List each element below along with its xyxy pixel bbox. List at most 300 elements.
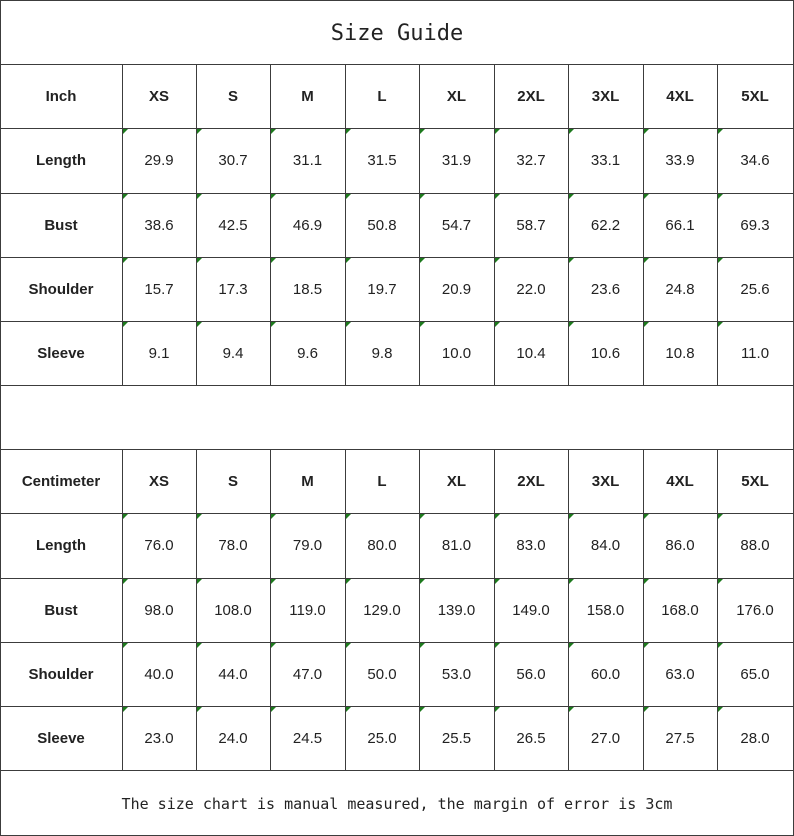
cell-corner-marker xyxy=(495,579,500,584)
value-cell xyxy=(419,193,494,257)
cell-corner-marker xyxy=(123,579,128,584)
value-cell xyxy=(643,321,717,385)
row-label-text: Bust xyxy=(44,216,78,234)
size-header-text: XS xyxy=(148,472,169,490)
cell-corner-marker xyxy=(718,643,723,648)
row-label xyxy=(0,128,122,193)
size-header xyxy=(494,449,568,513)
cell-corner-marker xyxy=(346,322,351,327)
cell-corner-marker xyxy=(718,194,723,199)
grid-line-vertical xyxy=(0,0,1,836)
value-cell-text: 158.0 xyxy=(586,601,625,619)
value-cell-text: 63.0 xyxy=(665,665,695,683)
cell-corner-marker xyxy=(644,707,649,712)
value-cell xyxy=(196,706,270,770)
value-cell-text: 42.5 xyxy=(218,216,248,234)
cell-corner-marker xyxy=(495,514,500,519)
cell-corner-marker xyxy=(718,707,723,712)
cell-corner-marker xyxy=(569,514,574,519)
value-cell-text: 34.6 xyxy=(740,152,770,169)
value-cell xyxy=(270,642,345,706)
value-cell xyxy=(717,257,793,321)
size-header xyxy=(196,64,270,128)
size-header xyxy=(419,64,494,128)
value-cell-text: 11.0 xyxy=(740,344,770,362)
size-header xyxy=(122,64,196,128)
value-cell xyxy=(345,706,419,770)
value-cell xyxy=(717,321,793,385)
value-cell xyxy=(345,193,419,257)
grid-line-horizontal xyxy=(0,385,794,386)
grid-line-horizontal xyxy=(0,321,794,322)
value-cell-text: 15.7 xyxy=(144,280,174,298)
cell-corner-marker xyxy=(420,194,425,199)
row-label-text: Length xyxy=(36,537,86,554)
value-cell-text: 25.5 xyxy=(441,729,472,747)
value-cell xyxy=(419,128,494,193)
cell-corner-marker xyxy=(123,258,128,263)
cell-corner-marker xyxy=(569,322,574,327)
unit-header-text: Inch xyxy=(45,87,77,105)
size-header-text: XL xyxy=(446,472,467,490)
value-cell-text: 31.9 xyxy=(441,152,472,169)
row-label-text: Sleeve xyxy=(37,344,85,362)
value-cell xyxy=(270,321,345,385)
value-cell xyxy=(345,513,419,578)
value-cell-text: 25.6 xyxy=(740,280,770,298)
size-header-text: S xyxy=(227,87,238,105)
size-header xyxy=(568,449,643,513)
cell-corner-marker xyxy=(123,707,128,712)
grid-line-vertical xyxy=(568,449,569,771)
cell-corner-marker xyxy=(718,322,723,327)
grid-line-horizontal xyxy=(0,706,794,707)
value-cell xyxy=(494,321,568,385)
value-cell-text: 24.8 xyxy=(665,280,695,298)
value-cell xyxy=(122,513,196,578)
value-cell xyxy=(717,706,793,770)
value-cell xyxy=(643,642,717,706)
value-cell-text: 80.0 xyxy=(367,537,397,554)
size-header xyxy=(568,64,643,128)
value-cell xyxy=(270,193,345,257)
cell-corner-marker xyxy=(271,322,276,327)
size-header-text: M xyxy=(301,87,314,105)
size-header-text: 2XL xyxy=(517,87,545,105)
value-cell-text: 9.4 xyxy=(222,344,244,362)
value-cell xyxy=(494,257,568,321)
size-header-text: 3XL xyxy=(591,87,620,105)
value-cell-text: 26.5 xyxy=(516,729,546,747)
value-cell xyxy=(568,513,643,578)
cell-corner-marker xyxy=(420,579,425,584)
cell-corner-marker xyxy=(346,514,351,519)
row-label-text: Shoulder xyxy=(28,665,94,683)
value-cell-text: 76.0 xyxy=(144,537,174,554)
value-cell-text: 23.6 xyxy=(590,280,621,298)
value-cell xyxy=(568,193,643,257)
row-label xyxy=(0,193,122,257)
grid-line-horizontal xyxy=(0,128,794,129)
value-cell-text: 28.0 xyxy=(740,729,770,747)
value-cell xyxy=(419,321,494,385)
page-title: Size Guide xyxy=(330,20,464,46)
cell-corner-marker xyxy=(420,643,425,648)
value-cell-text: 78.0 xyxy=(218,537,248,554)
value-cell xyxy=(643,578,717,642)
size-header-text: 3XL xyxy=(591,472,620,490)
size-header xyxy=(122,449,196,513)
value-cell xyxy=(494,128,568,193)
grid-line-horizontal xyxy=(0,64,794,65)
size-header-text: 4XL xyxy=(666,472,694,490)
cell-corner-marker xyxy=(197,514,202,519)
cell-corner-marker xyxy=(271,643,276,648)
size-header xyxy=(643,449,717,513)
value-cell xyxy=(122,706,196,770)
grid-line-vertical xyxy=(345,449,346,771)
value-cell-text: 9.6 xyxy=(297,344,318,362)
value-cell xyxy=(643,193,717,257)
grid-line-horizontal xyxy=(0,257,794,258)
cell-corner-marker xyxy=(123,194,128,199)
size-header-text: XS xyxy=(148,87,169,105)
value-cell-text: 88.0 xyxy=(740,537,770,554)
value-cell xyxy=(419,513,494,578)
value-cell xyxy=(717,513,793,578)
unit-header xyxy=(0,64,122,128)
value-cell-text: 38.6 xyxy=(144,216,174,234)
size-header-text: 5XL xyxy=(741,87,769,105)
value-cell-text: 44.0 xyxy=(218,665,248,683)
cell-corner-marker xyxy=(123,643,128,648)
cell-corner-marker xyxy=(644,322,649,327)
cell-corner-marker xyxy=(718,129,723,134)
cell-corner-marker xyxy=(197,258,202,263)
size-header-text: S xyxy=(227,472,238,490)
value-cell xyxy=(122,128,196,193)
grid-line-vertical xyxy=(643,64,644,386)
value-cell-text: 139.0 xyxy=(437,601,476,619)
cell-corner-marker xyxy=(644,514,649,519)
value-cell xyxy=(122,578,196,642)
grid-line-vertical xyxy=(419,64,420,386)
value-cell-text: 29.9 xyxy=(144,152,174,169)
grid-line-vertical xyxy=(494,449,495,771)
cell-corner-marker xyxy=(123,129,128,134)
value-cell-text: 23.0 xyxy=(144,729,174,747)
row-label-text: Length xyxy=(36,152,86,169)
grid-line-vertical xyxy=(643,449,644,771)
value-cell xyxy=(419,642,494,706)
size-header xyxy=(643,64,717,128)
value-cell-text: 25.0 xyxy=(367,729,397,747)
value-cell-text: 58.7 xyxy=(516,216,546,234)
row-label xyxy=(0,642,122,706)
cell-corner-marker xyxy=(569,643,574,648)
row-label-text: Shoulder xyxy=(28,280,94,298)
value-cell xyxy=(494,642,568,706)
value-cell xyxy=(494,193,568,257)
value-cell-text: 81.0 xyxy=(441,537,472,554)
value-cell xyxy=(345,257,419,321)
size-header-text: 2XL xyxy=(517,472,545,490)
size-header xyxy=(345,64,419,128)
cell-corner-marker xyxy=(644,579,649,584)
value-cell xyxy=(122,257,196,321)
value-cell-text: 129.0 xyxy=(363,601,401,619)
value-cell-text: 84.0 xyxy=(590,537,621,554)
cell-corner-marker xyxy=(644,194,649,199)
cell-corner-marker xyxy=(346,194,351,199)
cell-corner-marker xyxy=(420,129,425,134)
value-cell-text: 18.5 xyxy=(292,280,323,298)
size-header-text: L xyxy=(377,472,387,490)
cell-corner-marker xyxy=(346,129,351,134)
value-cell xyxy=(419,706,494,770)
value-cell-text: 22.0 xyxy=(516,280,546,298)
size-header xyxy=(270,64,345,128)
value-cell-text: 53.0 xyxy=(441,665,472,683)
value-cell-text: 10.8 xyxy=(665,344,695,362)
value-cell-text: 60.0 xyxy=(590,665,621,683)
value-cell-text: 46.9 xyxy=(292,216,323,234)
size-header xyxy=(717,64,793,128)
size-header-text: L xyxy=(377,87,387,105)
cell-corner-marker xyxy=(271,129,276,134)
cell-corner-marker xyxy=(718,258,723,263)
value-cell xyxy=(345,578,419,642)
value-cell xyxy=(568,128,643,193)
value-cell xyxy=(717,578,793,642)
cell-corner-marker xyxy=(271,194,276,199)
value-cell-text: 69.3 xyxy=(740,216,770,234)
size-header-text: 5XL xyxy=(741,472,769,490)
cell-corner-marker xyxy=(271,707,276,712)
value-cell xyxy=(568,321,643,385)
cell-corner-marker xyxy=(495,643,500,648)
value-cell-text: 30.7 xyxy=(218,152,248,169)
size-header xyxy=(494,64,568,128)
value-cell xyxy=(717,128,793,193)
grid-line-vertical xyxy=(717,64,718,386)
value-cell xyxy=(643,128,717,193)
value-cell-text: 66.1 xyxy=(665,216,695,234)
cell-corner-marker xyxy=(495,322,500,327)
cell-corner-marker xyxy=(197,643,202,648)
value-cell xyxy=(196,257,270,321)
value-cell xyxy=(568,706,643,770)
value-cell-text: 98.0 xyxy=(144,601,174,619)
value-cell-text: 31.1 xyxy=(292,152,323,169)
cell-corner-marker xyxy=(197,579,202,584)
cell-corner-marker xyxy=(346,258,351,263)
footer-note: The size chart is manual measured, the margin of error is 3cm xyxy=(121,795,673,813)
value-cell-text: 10.4 xyxy=(516,344,546,362)
value-cell xyxy=(270,706,345,770)
grid-line-vertical xyxy=(568,64,569,386)
value-cell-text: 24.0 xyxy=(218,729,248,747)
row-label-text: Bust xyxy=(44,601,78,619)
value-cell-text: 86.0 xyxy=(665,537,695,554)
value-cell-text: 33.9 xyxy=(665,152,695,169)
size-header xyxy=(196,449,270,513)
value-cell xyxy=(270,578,345,642)
value-cell-text: 83.0 xyxy=(516,537,546,554)
grid-line-horizontal xyxy=(0,642,794,643)
value-cell xyxy=(345,321,419,385)
value-cell xyxy=(345,642,419,706)
size-header xyxy=(717,449,793,513)
value-cell-text: 10.6 xyxy=(590,344,621,362)
cell-corner-marker xyxy=(123,322,128,327)
grid-line-vertical xyxy=(345,64,346,386)
cell-corner-marker xyxy=(420,514,425,519)
cell-corner-marker xyxy=(569,194,574,199)
cell-corner-marker xyxy=(644,643,649,648)
value-cell-text: 50.8 xyxy=(367,216,397,234)
value-cell xyxy=(196,321,270,385)
value-cell-text: 20.9 xyxy=(441,280,472,298)
cell-corner-marker xyxy=(271,258,276,263)
value-cell xyxy=(419,578,494,642)
value-cell-text: 24.5 xyxy=(292,729,323,747)
cell-corner-marker xyxy=(420,322,425,327)
cell-corner-marker xyxy=(346,579,351,584)
row-label-text: Sleeve xyxy=(37,729,85,747)
unit-header-text: Centimeter xyxy=(21,472,101,490)
size-header xyxy=(270,449,345,513)
row-label xyxy=(0,321,122,385)
grid-line-vertical xyxy=(717,449,718,771)
size-header-text: 4XL xyxy=(666,87,694,105)
unit-header xyxy=(0,449,122,513)
row-label xyxy=(0,578,122,642)
value-cell-text: 32.7 xyxy=(516,152,546,169)
value-cell-text: 168.0 xyxy=(661,601,699,619)
value-cell-text: 149.0 xyxy=(512,601,550,619)
value-cell xyxy=(568,642,643,706)
value-cell-text: 50.0 xyxy=(367,665,397,683)
cell-corner-marker xyxy=(495,707,500,712)
grid-line-horizontal xyxy=(0,449,794,450)
value-cell xyxy=(419,257,494,321)
row-label xyxy=(0,706,122,770)
size-header-text: XL xyxy=(446,87,467,105)
value-cell-text: 119.0 xyxy=(289,601,326,619)
value-cell-text: 56.0 xyxy=(516,665,546,683)
cell-corner-marker xyxy=(495,129,500,134)
cell-corner-marker xyxy=(718,579,723,584)
cell-corner-marker xyxy=(420,707,425,712)
value-cell-text: 62.2 xyxy=(590,216,621,234)
value-cell xyxy=(494,578,568,642)
size-header xyxy=(345,449,419,513)
grid-line-vertical xyxy=(196,64,197,386)
value-cell xyxy=(494,513,568,578)
value-cell xyxy=(494,706,568,770)
grid-line-horizontal xyxy=(0,513,794,514)
grid-line-vertical xyxy=(494,64,495,386)
cell-corner-marker xyxy=(569,129,574,134)
row-label xyxy=(0,513,122,578)
cell-corner-marker xyxy=(197,322,202,327)
cell-corner-marker xyxy=(346,707,351,712)
grid-line-vertical xyxy=(270,449,271,771)
cell-corner-marker xyxy=(495,194,500,199)
value-cell-text: 33.1 xyxy=(590,152,621,169)
cell-corner-marker xyxy=(271,514,276,519)
value-cell xyxy=(270,128,345,193)
cell-corner-marker xyxy=(569,258,574,263)
value-cell-text: 9.1 xyxy=(148,344,170,362)
value-cell-text: 79.0 xyxy=(292,537,323,554)
row-label xyxy=(0,257,122,321)
grid-line-vertical xyxy=(196,449,197,771)
grid-line-horizontal xyxy=(0,770,794,771)
cell-corner-marker xyxy=(197,194,202,199)
value-cell-text: 54.7 xyxy=(441,216,472,234)
value-cell xyxy=(717,642,793,706)
value-cell-text: 47.0 xyxy=(292,665,323,683)
cell-corner-marker xyxy=(569,579,574,584)
size-header-text: M xyxy=(301,472,314,490)
value-cell xyxy=(196,642,270,706)
value-cell-text: 9.8 xyxy=(371,344,393,362)
grid-line-horizontal xyxy=(0,193,794,194)
value-cell xyxy=(568,257,643,321)
cell-corner-marker xyxy=(420,258,425,263)
value-cell-text: 65.0 xyxy=(740,665,770,683)
grid-line-horizontal xyxy=(0,578,794,579)
cell-corner-marker xyxy=(718,514,723,519)
value-cell xyxy=(568,578,643,642)
grid-line-vertical xyxy=(122,64,123,386)
cell-corner-marker xyxy=(271,579,276,584)
grid-line-vertical xyxy=(122,449,123,771)
value-cell xyxy=(643,513,717,578)
size-header xyxy=(419,449,494,513)
value-cell-text: 31.5 xyxy=(367,152,397,169)
value-cell xyxy=(643,257,717,321)
value-cell-text: 108.0 xyxy=(214,601,252,619)
value-cell-text: 10.0 xyxy=(441,344,472,362)
value-cell xyxy=(122,642,196,706)
cell-corner-marker xyxy=(644,258,649,263)
cell-corner-marker xyxy=(197,707,202,712)
value-cell xyxy=(196,513,270,578)
value-cell xyxy=(345,128,419,193)
value-cell xyxy=(196,578,270,642)
value-cell xyxy=(122,193,196,257)
cell-corner-marker xyxy=(123,514,128,519)
grid-line-vertical xyxy=(419,449,420,771)
value-cell-text: 27.0 xyxy=(590,729,621,747)
value-cell xyxy=(196,193,270,257)
value-cell xyxy=(643,706,717,770)
value-cell-text: 19.7 xyxy=(367,280,397,298)
cell-corner-marker xyxy=(569,707,574,712)
value-cell xyxy=(717,193,793,257)
value-cell xyxy=(196,128,270,193)
grid-line-vertical xyxy=(270,64,271,386)
value-cell xyxy=(270,513,345,578)
value-cell-text: 176.0 xyxy=(736,601,774,619)
cell-corner-marker xyxy=(197,129,202,134)
cell-corner-marker xyxy=(495,258,500,263)
cell-corner-marker xyxy=(644,129,649,134)
value-cell xyxy=(270,257,345,321)
